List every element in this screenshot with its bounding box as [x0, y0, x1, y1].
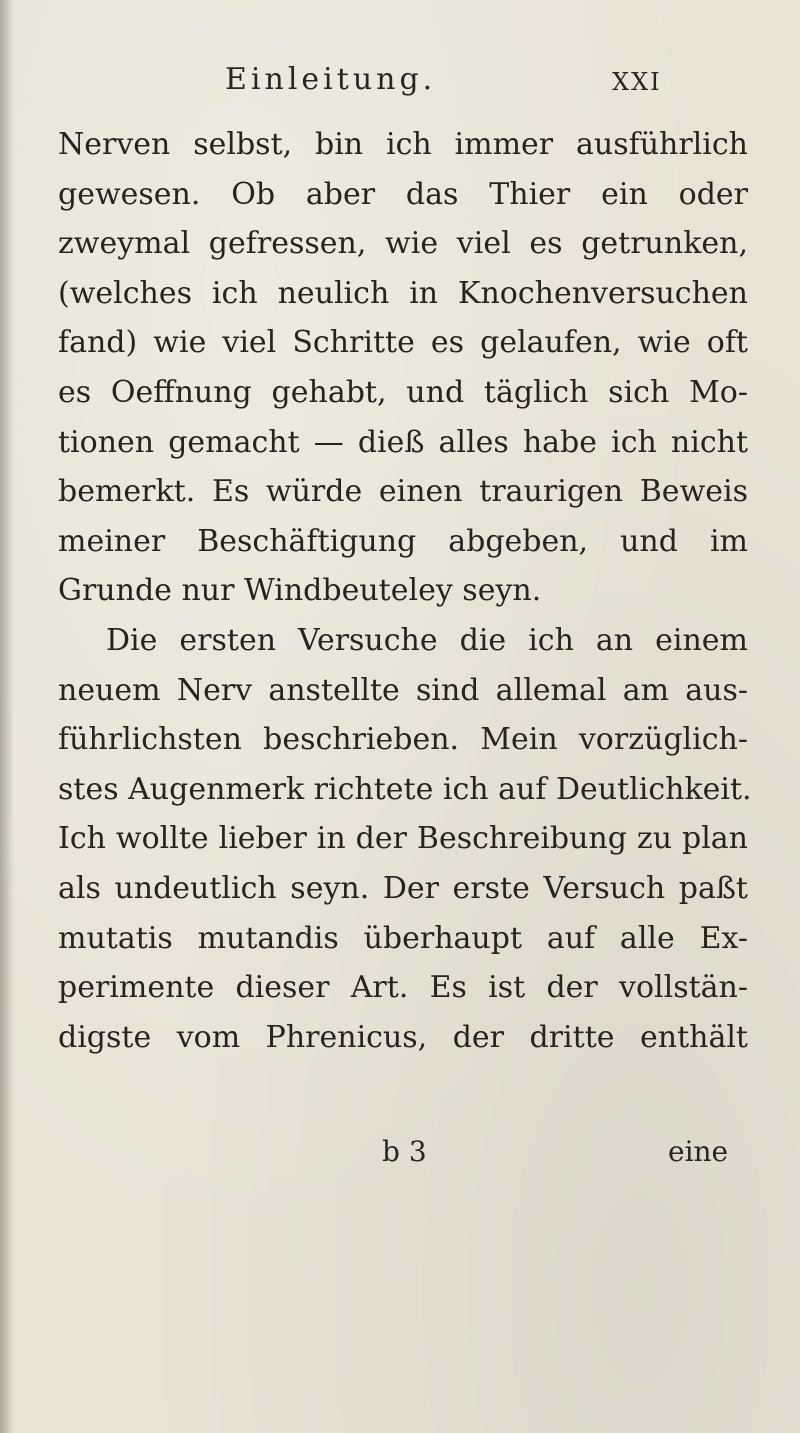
text-line: mutatis mutandis überhaupt auf alle Ex- [58, 920, 748, 956]
page-footer [0, 1135, 800, 1185]
text-line: führlichsten beschrieben. Mein vorzüglich- [58, 722, 748, 758]
text-line: perimente dieser Art. Es ist der vollstän- [58, 970, 748, 1006]
text-line: gewesen. Ob aber das Thier ein oder [58, 176, 748, 212]
page-shadow-edge [0, 0, 14, 1433]
text-line: meiner Beschäftigung abgeben, und im [58, 523, 748, 559]
text-line: als undeutlich seyn. Der erste Versuch paßt [58, 870, 748, 906]
text-line: Ich wollte lieber in der Beschreibung zu plan [58, 821, 748, 857]
catchword: eine [668, 1135, 729, 1168]
text-line: digste vom Phrenicus, der dritte enthält [58, 1019, 748, 1055]
text-line: bemerkt. Es würde einen traurigen Beweis [58, 474, 748, 510]
text-line: stes Augenmerk richtete ich auf Deutlichkeit. [58, 771, 752, 807]
text-line: Nerven selbst, bin ich immer ausführlich [58, 127, 748, 162]
text-line: zweymal gefressen, wie viel es getrunken, [58, 226, 748, 262]
text-line: neuem Nerv anstellte sind allemal am aus- [58, 672, 748, 708]
signature-mark: b 3 [382, 1135, 427, 1168]
text-line: (welches ich neulich in Knochenversuchen [58, 275, 748, 311]
text-line: fand) wie viel Schritte es gelaufen, wie oft [58, 325, 748, 361]
text-line: es Oeffnung gehabt, und täglich sich Mo- [58, 374, 748, 410]
text-line: tionen gemacht — dieß alles habe ich nicht [58, 424, 748, 460]
paragraph-start-line: Die ersten Versuche die ich an einem [106, 622, 748, 658]
running-title: Einleitung. [225, 62, 437, 97]
body-text [58, 120, 752, 1062]
page-number: XXI [612, 68, 662, 96]
text-line: Grunde nur Windbeuteley seyn. [58, 573, 542, 609]
page-header [0, 62, 800, 112]
